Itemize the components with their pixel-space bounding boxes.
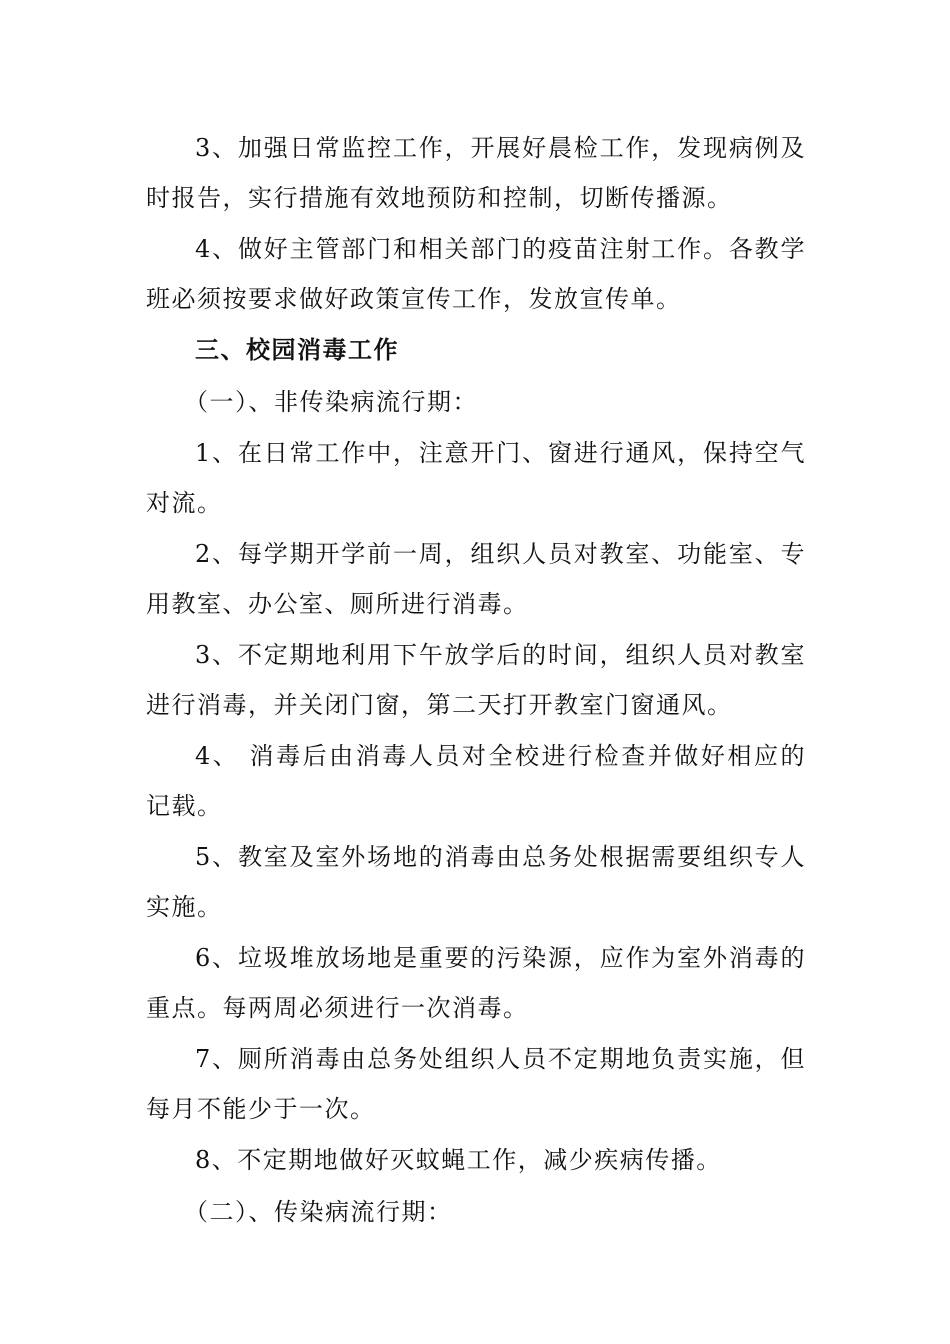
paragraph-item-7-toilet: 7、厕所消毒由总务处组织人员不定期地负责实施，但每月不能少于一次。 [146, 1045, 806, 1123]
document-body [146, 124, 806, 1239]
paragraph-item-3-monitoring: 3、加强日常监控工作，开展好晨检工作，发现病例及时报告，实行措施有效地预防和控制，切断传播源。 [146, 134, 806, 212]
paragraph-item-6-garbage: 6、垃圾堆放场地是重要的污染源，应作为室外消毒的重点。每两周必须进行一次消毒。 [146, 944, 806, 1022]
paragraph-item-5-outdoor: 5、教室及室外场地的消毒由总务处根据需要组织专人实施。 [146, 843, 806, 921]
paragraph-item-3-after-school: 3、不定期地利用下午放学后的时间，组织人员对教室进行消毒，并关闭门窗，第二天打开教室门窗通风。 [146, 641, 806, 719]
section-heading-disinfection: 三、校园消毒工作 [195, 336, 399, 364]
paragraph-item-8-mosquito: 8、不定期地做好灭蚊蝇工作，减少疾病传播。 [195, 1146, 722, 1174]
paragraph-item-2-pre-term: 2、每学期开学前一周，组织人员对教室、功能室、专用教室、办公室、厕所进行消毒。 [146, 540, 806, 618]
paragraph-item-4-vaccination: 4、做好主管部门和相关部门的疫苗注射工作。各教学班必须按要求做好政策宣传工作，发放宣传单。 [146, 235, 806, 313]
subsection-non-epidemic: （一）、非传染病流行期： [184, 387, 478, 416]
paragraph-item-1-ventilation: 1、在日常工作中，注意开门、窗进行通风，保持空气对流。 [146, 439, 806, 517]
paragraph-item-4-inspection: 4、 消毒后由消毒人员对全校进行检查并做好相应的记载。 [146, 742, 806, 820]
subsection-epidemic: （二）、传染病流行期： [184, 1197, 453, 1226]
